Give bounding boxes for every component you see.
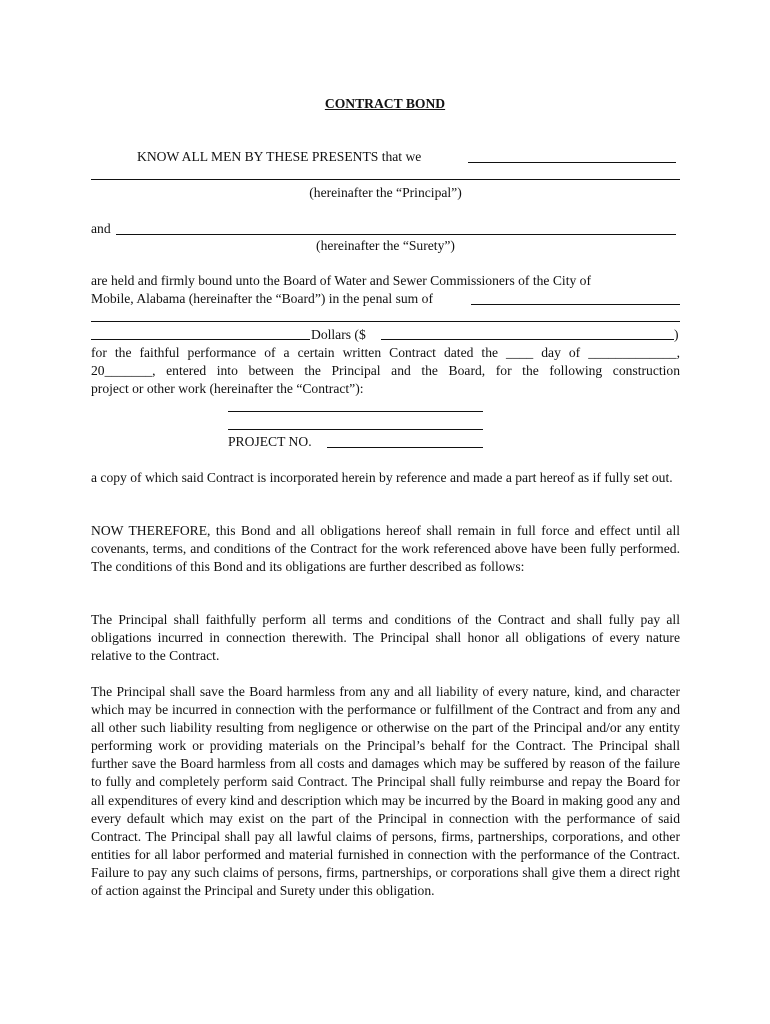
principal-harmless-paragraph: The Principal shall save the Board harmless from any and all liability of every nature, kind, and character which may be incurred in connection with the performance or fulfillment of the Contract and from any and all other such liability resulting from negligence or otherwise on the part of the Principal and/or any entity performing work or providing materials on the Principal’s behalf for the Contract. The Principal shall further save the Board harmless from all costs and damages which may be suffered by reason of the failure to fully and completely perform said Contract. The Principal shall fully reimburse and repay the Board for all expenditures of every kind and description which may be incurred by the Board in making good any and every default which may exist on the part of the Principal in connection with the performance of said Contract. The Principal shall pay all lawful claims of persons, firms, partnerships, corporations, and other entities for all labor performed and material furnished in connection with the performance of the Contract. Failure to pay any such claims of persons, firms, partnerships, or corporations shall give them a direct right of action against the Principal and Surety under this obligation. <box>91 684 680 899</box>
principal-name-blank-line-2[interactable] <box>91 179 680 180</box>
dollars-amount-blank[interactable] <box>381 339 674 340</box>
surety-note: (hereinafter the “Surety”) <box>316 238 455 253</box>
incorporated-paragraph: a copy of which said Contract is incorporated herein by reference and made a part hereof as if fully set out. <box>91 470 673 485</box>
project-no-blank[interactable] <box>327 447 483 448</box>
project-no-label: PROJECT NO. <box>228 434 312 449</box>
document-title: CONTRACT BOND <box>324 96 446 111</box>
and-label: and <box>91 221 111 236</box>
surety-name-blank[interactable] <box>116 234 676 235</box>
penal-sum-words-blank[interactable] <box>91 339 310 340</box>
penal-sum-blank-line-2[interactable] <box>91 321 680 322</box>
faithful-line-1: for the faithful performance of a certain written Contract dated the ____ day of _____________, <box>91 345 680 360</box>
now-therefore-paragraph: NOW THEREFORE, this Bond and all obligations hereof shall remain in full force and effect until all covenants, terms, and conditions of the Contract for the work referenced above have been fully performed. The conditions of this Bond and its obligations are further described as follows: <box>91 523 680 575</box>
project-name-blank-1[interactable] <box>228 411 483 412</box>
project-name-blank-2[interactable] <box>228 429 483 430</box>
faithful-line-3: project or other work (hereinafter the “Contract”): <box>91 381 364 396</box>
principal-note: (hereinafter the “Principal”) <box>309 185 462 200</box>
held-bound-line-2: Mobile, Alabama (hereinafter the “Board”) in the penal sum of <box>91 291 433 306</box>
held-bound-line-1: are held and firmly bound unto the Board of Water and Sewer Commissioners of the City of <box>91 273 592 288</box>
dollars-label: Dollars ($ <box>311 327 366 342</box>
know-all-men-text: KNOW ALL MEN BY THESE PRESENTS that we <box>137 149 422 164</box>
dollars-close-paren: ) <box>674 327 679 342</box>
faithful-line-2: 20_______, entered into between the Principal and the Board, for the following construction <box>91 363 680 378</box>
principal-perform-paragraph: The Principal shall faithfully perform all terms and conditions of the Contract and shall fully pay all obligations incurred in connection therewith. The Principal shall honor all obligations of every nature relative to the Contract. <box>91 612 680 664</box>
principal-name-blank[interactable] <box>468 162 676 163</box>
penal-sum-blank[interactable] <box>471 304 680 305</box>
